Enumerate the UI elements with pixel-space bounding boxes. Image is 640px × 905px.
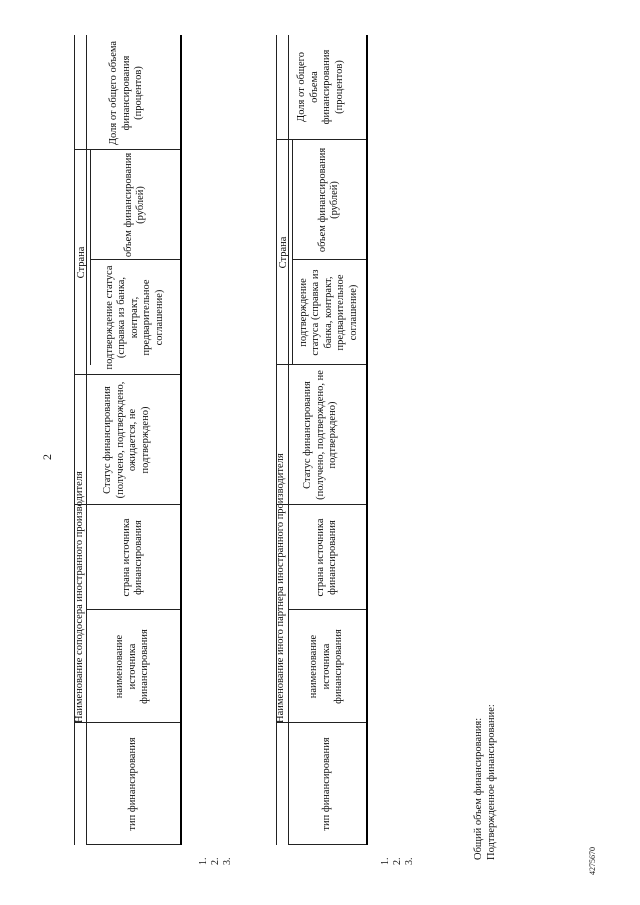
header-source-country: страна источника финансирования <box>314 518 338 597</box>
header-volume: объем финансирования (рублей) <box>316 147 340 253</box>
header-confirmation: подтверждение статуса (справка из банка, контракт, предварительное соглашение) <box>297 269 359 356</box>
total-financing-label: Общий объем финансирования: <box>473 717 484 860</box>
row-number: 2. <box>210 857 221 865</box>
header-source-country: страна источника финансирования <box>120 518 144 597</box>
row-number: 1. <box>198 857 209 865</box>
table-title: Наименование соподосера иностранного производителя <box>74 471 85 723</box>
header-status: Статус финансирования (получено, подтверждено, ожидается, не подтверждено) <box>102 381 151 499</box>
row-number: 3. <box>222 857 233 865</box>
header-strana: Страна <box>277 236 289 269</box>
page-number: 2 <box>40 454 54 460</box>
header-type: тип финансирования <box>320 737 332 831</box>
header-source-name: наименование источника финансирования <box>308 629 345 704</box>
header-status: Статус финансирования (получено, подтверждено, не подтверждено) <box>302 370 339 500</box>
header-share: Доля от общего объема финансирования (процентов) <box>296 49 345 125</box>
row-number: 1. <box>380 857 391 865</box>
row-number: 3. <box>404 857 415 865</box>
row-number: 2. <box>392 857 403 865</box>
document-id: 4275670 <box>588 847 597 875</box>
confirmed-financing-label: Подтвержденное финансирование: <box>486 704 497 860</box>
header-confirmation: подтверждение статуса (справка из банка, контракт, предварительное соглашение) <box>103 265 165 370</box>
header-share: Доля от общего объема финансирования (процентов) <box>108 40 145 146</box>
header-volume: объем финансирования (рублей) <box>122 152 146 258</box>
header-source-name: наименование источника финансирования <box>114 629 151 704</box>
header-type: тип финансирования <box>126 737 138 831</box>
table-title: Наименование иного партнера иностранного производителя <box>275 453 286 723</box>
header-strana: Страна <box>75 246 87 279</box>
